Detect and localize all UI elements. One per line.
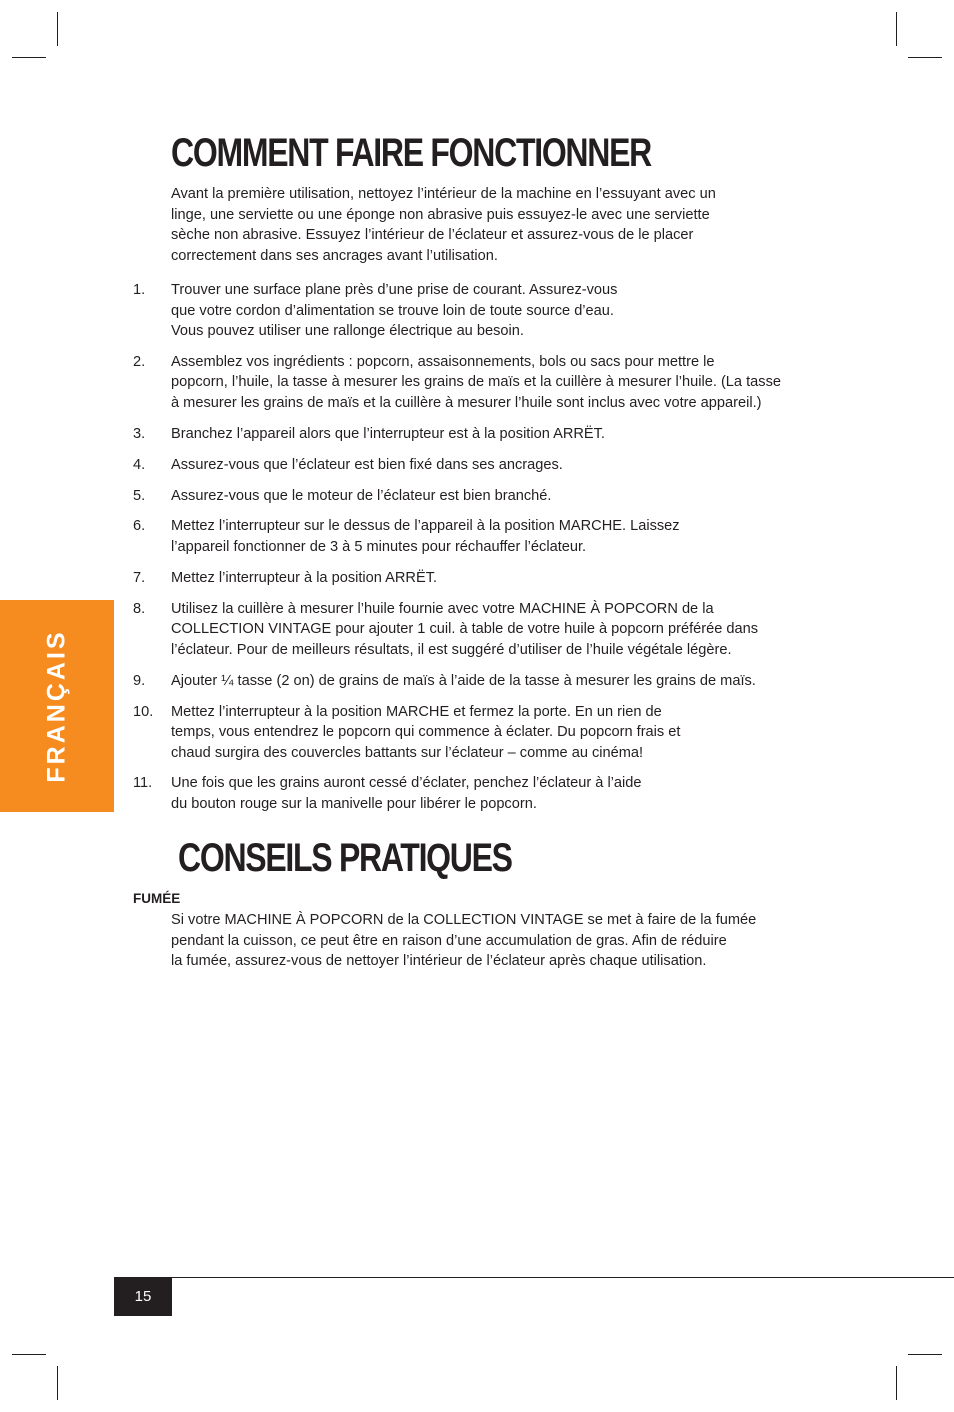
step-number: 9.: [133, 672, 146, 689]
footer-divider: [114, 1277, 954, 1278]
section-title-operating: COMMENT FAIRE FONCTIONNER: [171, 131, 651, 175]
crop-mark: [908, 57, 942, 58]
list-item: [133, 599, 833, 661]
step-number: 1.: [133, 282, 146, 298]
crop-mark: [57, 1366, 58, 1400]
list-item: [133, 352, 833, 414]
list-item: [133, 455, 833, 476]
step-text: Mettez l’interrupteur sur le dessus de l’appareil à la position MARCHE. Laissez l’appareil fonctionner de 3 à 5 minutes pour réchauffer l’éclateur.: [171, 518, 680, 555]
step-number: 10.: [133, 703, 154, 720]
page-number: 15: [114, 1278, 172, 1316]
step-number: 7.: [133, 569, 146, 586]
crop-mark: [896, 1366, 897, 1400]
step-number: 3.: [133, 425, 146, 442]
step-text: Mettez l’interrupteur à la position MARCHE et fermez la porte. En un rien de temps, vous entendrez le popcorn qui commence à éclater. Du popcorn frais et chaud surgira des couvercles battants sur l’éclateur – comme au cinéma!: [171, 703, 681, 761]
step-text: Assemblez vos ingrédients : popcorn, assaisonnements, bols ou sacs pour mettre le popcorn, l’huile, la tasse à mesurer les grains de maïs et la cuillère à mesurer l’huile. (La tasse à mesurer les grains de maïs et la cuillère à mesurer l’huile sont inclus avec votre appareil.): [171, 353, 781, 411]
step-text: Mettez l’interrupteur à la position ARRËT.: [171, 569, 438, 586]
crop-mark: [12, 1354, 46, 1355]
list-item: [133, 424, 833, 445]
step-text: Utilisez la cuillère à mesurer l’huile fournie avec votre MACHINE À POPCORN de la COLLECTION VINTAGE pour ajouter 1 cuil. à table de votre huile à popcorn préférée dans l’éclateur. Pour de meilleurs résultats, il est suggéré d’utiliser de l’huile végétale légère.: [171, 600, 759, 658]
list-item: [133, 486, 833, 507]
crop-mark: [12, 57, 46, 58]
step-number: 2.: [133, 353, 146, 370]
step-number: 8.: [133, 600, 146, 617]
crop-mark: [908, 1354, 942, 1355]
section-title-tips: CONSEILS PRATIQUES: [178, 836, 512, 880]
step-number: 6.: [133, 518, 146, 535]
subsection-heading-smoke: FUMÉE: [133, 891, 181, 906]
smoke-paragraph: Si votre MACHINE À POPCORN de la COLLECTION VINTAGE se met à faire de la fumée pendant la cuisson, ce peut être en raison d’une accumulation de gras. Afin de réduire la fumée, assurez-vous de nettoyer l’intérieur de l’éclateur après chaque utilisation.: [171, 912, 757, 969]
list-item: [133, 773, 833, 814]
step-number: 11.: [133, 775, 153, 792]
step-text: Assurez-vous que le moteur de l’éclateur est bien branché.: [171, 487, 552, 504]
step-text: Trouver une surface plane près d’une prise de courant. Assurez-vous que votre cordon d’alimentation se trouve loin de toute source d’eau. Vous pouvez utiliser une rallonge électrique au besoin.: [171, 282, 618, 339]
language-tab-label: FRANÇAIS: [42, 629, 71, 783]
list-item: [133, 516, 833, 557]
step-text: Une fois que les grains auront cessé d’éclater, penchez l’éclateur à l’aide du bouton rouge sur la manivelle pour libérer le popcorn.: [171, 775, 642, 812]
language-tab: [0, 600, 114, 812]
step-text: Assurez-vous que l’éclateur est bien fixé dans ses ancrages.: [171, 456, 563, 473]
step-text: Ajouter ¼ tasse (2 on) de grains de maïs à l’aide de la tasse à mesurer les grains de maïs.: [171, 672, 756, 689]
crop-mark: [57, 12, 58, 46]
crop-mark: [896, 12, 897, 46]
list-item: [133, 702, 833, 764]
list-item: [133, 280, 833, 342]
step-number: 5.: [133, 487, 146, 504]
intro-paragraph: Avant la première utilisation, nettoyez l’intérieur de la machine en l’essuyant avec un linge, une serviette ou une éponge non abrasive puis essuyez-le avec une serviette sèche non abrasive. Essuyez l’intérieur de l’éclateur et assurez-vous de le placer correctement dans ses ancrages avant l’utilisation.: [171, 186, 716, 264]
step-text: Branchez l’appareil alors que l’interrupteur est à la position ARRËT.: [171, 425, 605, 442]
list-item: [133, 671, 833, 692]
list-item: [133, 568, 833, 589]
step-number: 4.: [133, 456, 146, 473]
instruction-steps-list: [133, 280, 833, 825]
